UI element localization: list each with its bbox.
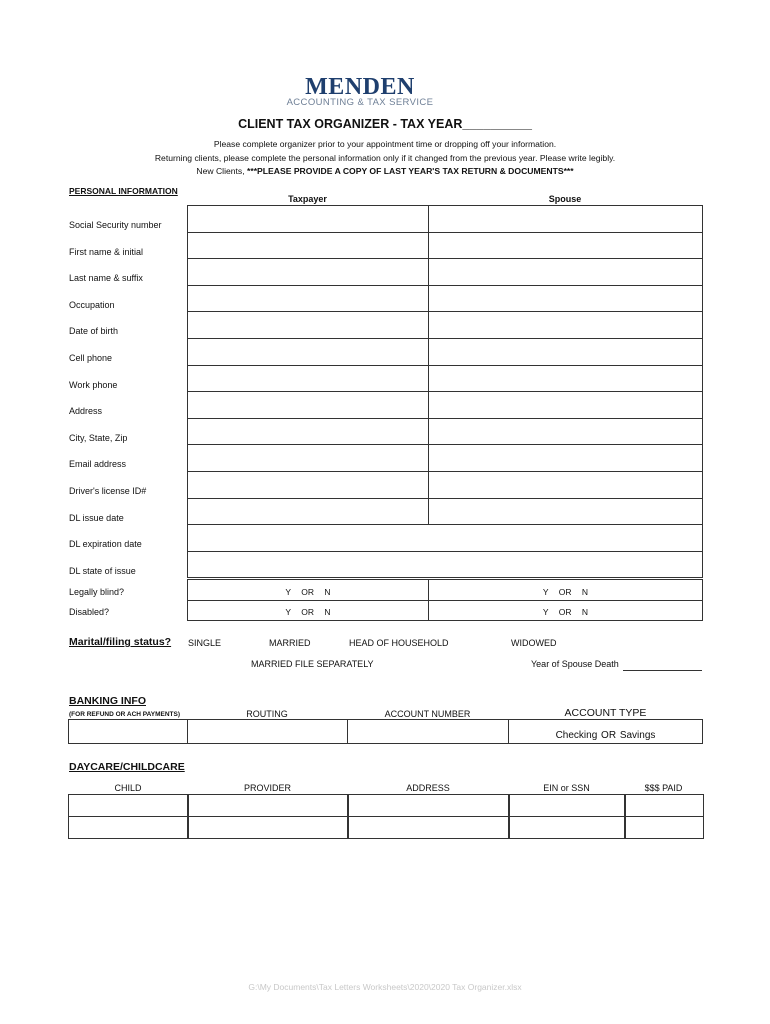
daycare-cell[interactable] (508, 794, 626, 817)
taxpayer-field[interactable] (187, 418, 429, 445)
personal-section-title: PERSONAL INFORMATION (69, 186, 178, 196)
daycare-cell[interactable] (624, 816, 704, 839)
personal-row-label: Address (69, 406, 103, 416)
daycare-col-child: CHILD (114, 783, 142, 793)
spouse-field[interactable] (428, 258, 703, 286)
account-number-header: ACCOUNT NUMBER (384, 709, 471, 719)
status-married-file-separately[interactable]: MARRIED FILE SEPARATELY (251, 659, 374, 669)
spouse-field[interactable] (428, 311, 703, 339)
daycare-cell[interactable] (508, 816, 626, 839)
daycare-cell[interactable] (187, 794, 349, 817)
personal-row-label: Cell phone (69, 353, 113, 363)
personal-row-label: Occupation (69, 300, 115, 310)
banking-subtitle: (FOR REFUND OR ACH PAYMENTS) (69, 711, 180, 718)
personal-row-label: DL issue date (69, 513, 124, 523)
spouse-field[interactable] (428, 391, 703, 419)
status-single[interactable]: SINGLE (188, 638, 222, 648)
taxpayer-field[interactable] (187, 391, 429, 419)
spouse-blind-yn: Y OR N (542, 587, 589, 597)
col-taxpayer-header: Taxpayer (288, 194, 327, 204)
personal-row-label: Work phone (69, 380, 118, 390)
personal-row-label: City, State, Zip (69, 433, 128, 443)
taxpayer-field[interactable] (187, 471, 429, 499)
spouse-disabled-yn: Y OR N (542, 607, 589, 617)
personal-row-label: Email address (69, 459, 127, 469)
taxpayer-field[interactable] (187, 365, 429, 392)
spouse-field[interactable] (428, 285, 703, 312)
taxpayer-field[interactable] (187, 232, 429, 259)
personal-row-label: DL state of issue (69, 566, 136, 576)
intro-line-1: Please complete organizer prior to your appointment time or dropping off your information. (213, 139, 557, 149)
account-type-header: ACCOUNT TYPE (564, 707, 647, 719)
daycare-cell[interactable] (347, 794, 510, 817)
spouse-field[interactable] (428, 365, 703, 392)
intro-line-3 (0, 166, 770, 176)
intro-line-2: Returning clients, please complete the personal information only if it changed from the previous year. Please write legibly. (154, 153, 616, 163)
logo-wordmark: MENDEN (305, 74, 415, 100)
logo-tagline: ACCOUNTING & TAX SERVICE (286, 97, 434, 108)
intro-line-3-prefix: New Clients, (196, 166, 245, 176)
disabled-label: Disabled? (69, 607, 110, 617)
daycare-col-provider: PROVIDER (243, 783, 291, 793)
personal-row-label: Last name & suffix (69, 273, 143, 283)
daycare-cell[interactable] (187, 816, 349, 839)
daycare-cell[interactable] (68, 794, 189, 817)
routing-header: ROUTING (246, 709, 288, 719)
spouse-field[interactable] (428, 444, 703, 472)
spouse-field[interactable] (428, 418, 703, 445)
taxpayer-field[interactable] (187, 258, 429, 286)
routing-cell[interactable] (187, 719, 348, 744)
personal-row-label: Social Security number (69, 220, 162, 230)
daycare-col-address: ADDRESS (406, 783, 450, 793)
personal-row-label: DL expiration date (69, 539, 142, 549)
taxpayer-field[interactable] (187, 498, 429, 525)
personal-row-label: Driver's license ID# (69, 486, 147, 496)
taxpayer-field[interactable] (187, 444, 429, 472)
taxpayer-field[interactable] (187, 311, 429, 339)
intro-line-3-bold: ***PLEASE PROVIDE A COPY OF LAST YEAR'S TAX RETURN & DOCUMENTS*** (247, 166, 574, 176)
personal-row-label: Date of birth (69, 326, 119, 336)
spouse-field[interactable] (428, 232, 703, 259)
personal-row-label: First name & initial (69, 247, 144, 257)
spouse-field[interactable] (428, 338, 703, 366)
legally-blind-label: Legally blind? (69, 587, 125, 597)
daycare-cell[interactable] (347, 816, 510, 839)
status-head-of-household[interactable]: HEAD OF HOUSEHOLD (349, 638, 449, 648)
taxpayer-blind-yn: Y OR N (285, 587, 331, 597)
spouse-death-label: Year of Spouse Death (531, 659, 619, 669)
combined-field[interactable] (187, 524, 703, 552)
account-type-options[interactable]: Checking OR Savings (555, 730, 656, 741)
taxpayer-field[interactable] (187, 285, 429, 312)
status-married[interactable]: MARRIED (269, 638, 311, 648)
taxpayer-field[interactable] (187, 338, 429, 366)
taxpayer-field[interactable] (187, 205, 429, 233)
spouse-death-blank[interactable] (623, 670, 702, 671)
status-widowed[interactable]: WIDOWED (511, 638, 557, 648)
banking-name-cell[interactable] (68, 719, 188, 744)
combined-field[interactable] (187, 551, 703, 578)
daycare-col-paid: $$$ PAID (644, 783, 683, 793)
footer-file-path: G:\My Documents\Tax Letters Worksheets\2020\2020 Tax Organizer.xlsx (248, 982, 522, 992)
daycare-cell[interactable] (624, 794, 704, 817)
account-number-cell[interactable] (347, 719, 509, 744)
page-title: CLIENT TAX ORGANIZER - TAX YEAR__________ (238, 117, 532, 131)
spouse-field[interactable] (428, 498, 703, 525)
daycare-col-ein: EIN or SSN (543, 783, 590, 793)
banking-title: BANKING INFO (69, 695, 146, 707)
spouse-field[interactable] (428, 471, 703, 499)
taxpayer-disabled-yn: Y OR N (285, 607, 331, 617)
col-spouse-header: Spouse (548, 194, 582, 204)
marital-status-label: Marital/filing status? (69, 636, 172, 648)
spouse-field[interactable] (428, 205, 703, 233)
daycare-cell[interactable] (68, 816, 189, 839)
daycare-title: DAYCARE/CHILDCARE (69, 761, 185, 773)
